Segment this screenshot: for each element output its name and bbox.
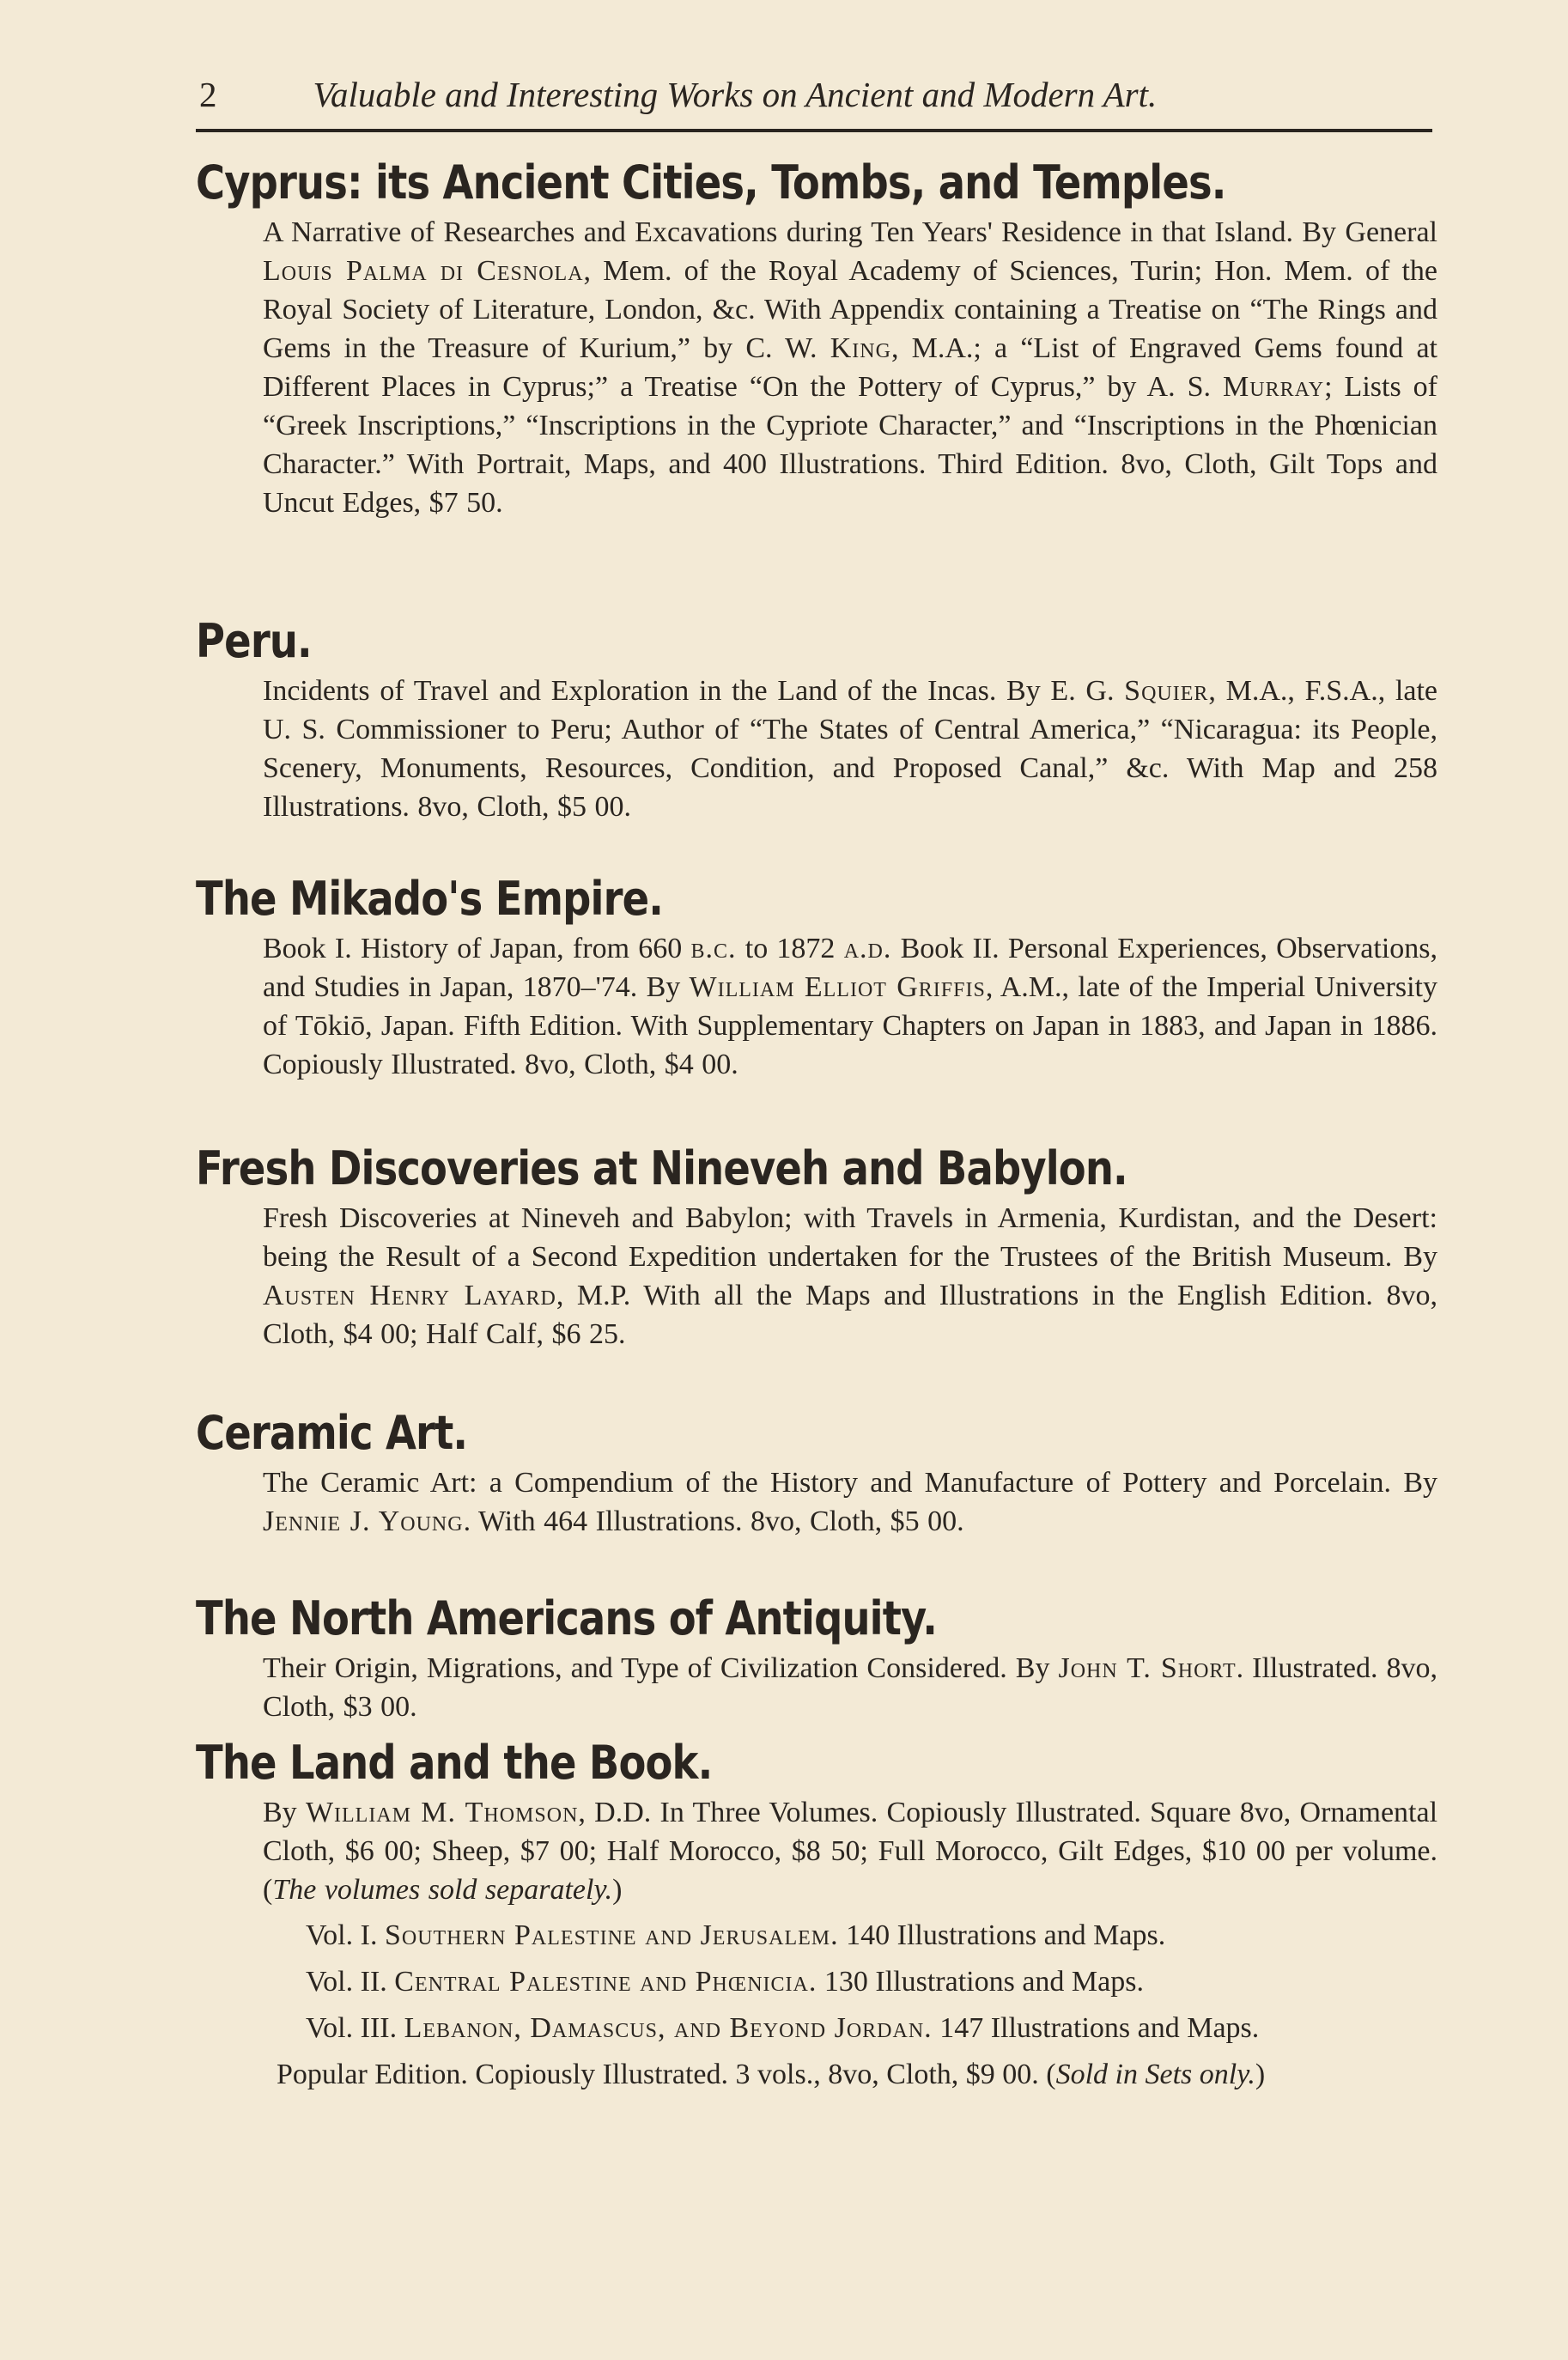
author-name: Murray [1223, 371, 1325, 403]
popular-edition: Popular Edition. Copiously Illustrated. 3 vols., 8vo, Cloth, $9 00. (Sold in Sets only.) [277, 2059, 1266, 2090]
entry-heading: Fresh Discoveries at Nineveh and Babylon. [196, 1141, 1127, 1195]
entry-description: By William M. Thomson, D.D. In Three Volumes. Copiously Illustrated. Square 8vo, Ornamental Cloth, $6 00; Sheep, $7 00; Half Morocco, $8 50; Full Morocco, Gilt Edges, $10 00 per volume. (The volumes sold separately.) [263, 1797, 1438, 1906]
author-name: John T. Short [1058, 1652, 1237, 1684]
author-name: William Elliot Griffis [689, 971, 986, 1003]
author-name: Squier [1124, 675, 1209, 707]
entry-ceramic-art [196, 1407, 1437, 1541]
volume-item: Vol. I. Southern Palestine and Jerusalem. 140 Illustrations and Maps. [306, 1919, 1166, 1951]
entry-land-and-book [196, 1737, 1437, 2094]
volume-item: Vol. III. Lebanon, Damascus, and Beyond Jordan. 147 Illustrations and Maps. [306, 2012, 1260, 2044]
entry-north-americans [196, 1592, 1437, 1726]
entry-description: Incidents of Travel and Exploration in the Land of the Incas. By E. G. Squier, M.A., F.S.A., late U. S. Commissioner to Peru; Author of “The States of Central America,” “Nicaragua: its People, Scenery, Monuments, Resources, Condition, and Proposed Canal,” &c. With Map and 258 Illustrations. 8vo, Cloth, $5 00. [263, 675, 1437, 823]
entry-heading: The Mikado's Empire. [196, 872, 664, 926]
running-head [199, 74, 1453, 115]
running-head-title: Valuable and Interesting Works on Ancient and Modern Art. [313, 75, 1158, 114]
author-name: King [830, 332, 891, 364]
entry-description: A Narrative of Researches and Excavations during Ten Years' Residence in that Island. By General Louis Palma di Cesnola, Mem. of the Royal Academy of Sciences, Turin; Hon. Mem. of the Royal Society of Literature, London, &c. With Appendix containing a Treatise on “The Rings and Gems in the Treasure of Kurium,” by C. W. King, M.A.; a “List of Engraved Gems found at Different Places in Cyprus;” a Treatise “On the Pottery of Cyprus,” by A. S. Murray; Lists of “Greek Inscriptions,” “Inscriptions in the Cypriote Character,” and “Inscriptions in the Phœnician Character.” With Portrait, Maps, and 400 Illustrations. Third Edition. 8vo, Cloth, Gilt Tops and Uncut Edges, $7 50. [263, 216, 1438, 519]
entry-heading: The North Americans of Antiquity. [196, 1591, 937, 1645]
entry-cyprus [196, 156, 1437, 522]
author-name: Louis Palma di Cesnola [263, 255, 584, 287]
header-rule [196, 129, 1432, 132]
volume-item: Vol. II. Central Palestine and Phœnicia. 130 Illustrations and Maps. [306, 1966, 1144, 1998]
entry-heading: Ceramic Art. [196, 1406, 468, 1460]
entry-description: The Ceramic Art: a Compendium of the History and Manufacture of Pottery and Porcelain. By Jennie J. Young. With 464 Illustrations. 8vo, Cloth, $5 00. [263, 1467, 1437, 1537]
author-name: Jennie J. Young [263, 1505, 464, 1537]
entry-description: Their Origin, Migrations, and Type of Civilization Considered. By John T. Short. Illustrated. 8vo, Cloth, $3 00. [263, 1652, 1437, 1723]
entry-peru [196, 615, 1437, 826]
entry-heading: The Land and the Book. [196, 1736, 713, 1790]
entry-fresh-discoveries [196, 1142, 1437, 1353]
author-name: Austen Henry Layard [263, 1280, 556, 1311]
page-number: 2 [199, 75, 217, 114]
entry-mikados-empire [196, 873, 1437, 1084]
entry-description: Fresh Discoveries at Nineveh and Babylon; with Travels in Armenia, Kurdistan, and the Desert: being the Result of a Second Expedition undertaken for the Trustees of the British Museum. By Austen Henry Layard, M.P. With all the Maps and Illustrations in the English Edition. 8vo, Cloth, $4 00; Half Calf, $6 25. [263, 1202, 1437, 1350]
entry-heading: Peru. [196, 614, 312, 668]
entry-description: Book I. History of Japan, from 660 b.c. to 1872 a.d. Book II. Personal Experiences, Observations, and Studies in Japan, 1870–'74. By William Elliot Griffis, A.M., late of the Imperial University of Tōkiō, Japan. Fifth Edition. With Supplementary Chapters on Japan in 1883, and Japan in 1886. Copiously Illustrated. 8vo, Cloth, $4 00. [263, 933, 1438, 1080]
author-name: William M. Thomson [305, 1797, 579, 1828]
entry-heading: Cyprus: its Ancient Cities, Tombs, and Temples. [196, 155, 1226, 210]
